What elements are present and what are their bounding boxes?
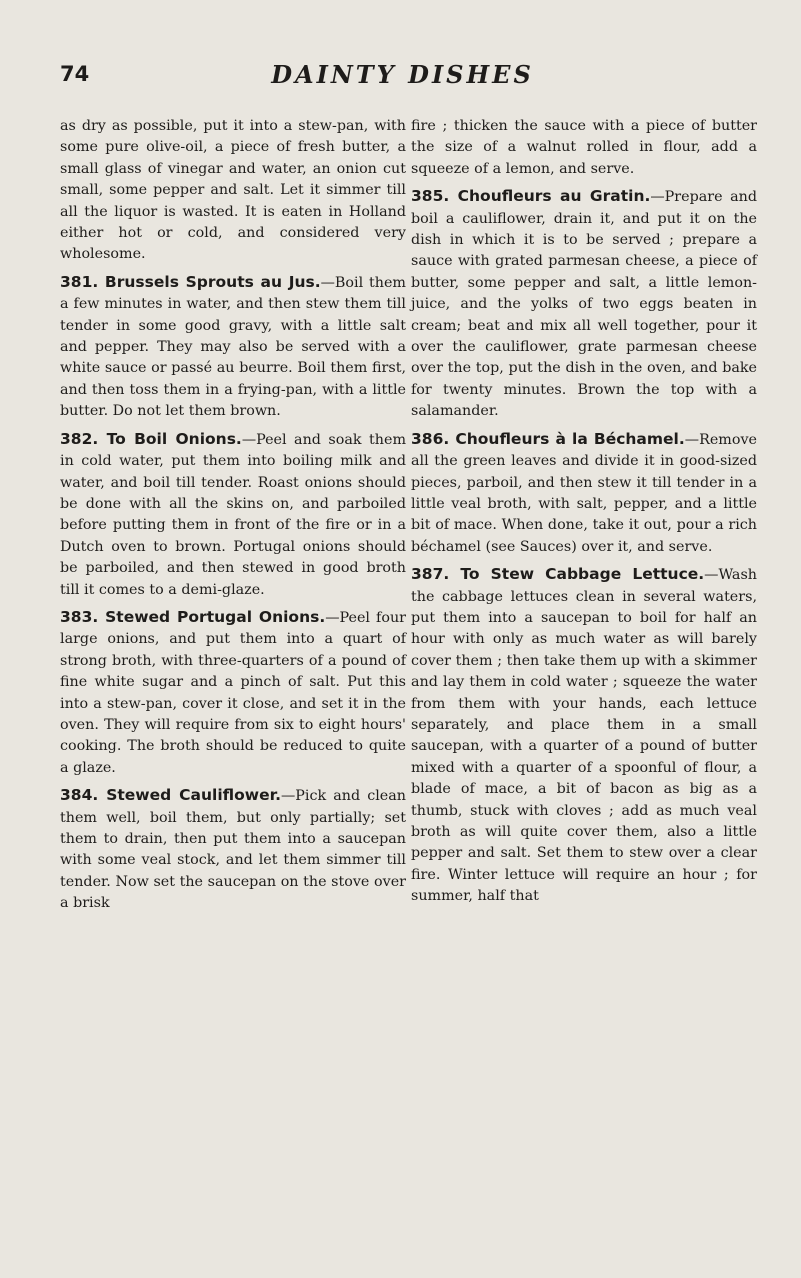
recipe-heading: 383. Stewed Portugal Onions. bbox=[60, 607, 326, 626]
recipe-heading: 381. Brussels Sprouts au Jus. bbox=[60, 272, 321, 291]
recipe-heading: 384. Stewed Cauliflower. bbox=[60, 786, 281, 805]
right-column bbox=[411, 116, 757, 915]
continued-paragraph: as dry as possible, put it into a stew-pan, with some pure olive-oil, a piece of fresh butter, a small glass of vinegar and water, an onion cut small, some pepper and salt. Let it simmer till all the liquor is wasted. It is eaten in Holland either hot or cold, and considered very wholesome. bbox=[60, 118, 406, 263]
recipe-text: —Pick and clean them well, boil them, but only partially; set them to drain, then put them into a saucepan with some veal stock, and let them simmer till tender. Now set the saucepan on the stove over a brisk bbox=[60, 788, 406, 912]
recipe-text: —Wash the cabbage lettuces clean in several waters, put them into a saucepan to boil for half an hour with only as much water as will barely cover them ; then take them up with a skimmer and lay them in cold water ; squeeze the water from them with your hands, each lettuce separately, and place them in a small saucepan, with a quarter of a pound of butter mixed with a quarter of a spoonful of flour, a blade of mace, a bit of bacon as big as a thumb, stuck with cloves ; add as much veal broth as will quite cover them, also a little pepper and salt. Set them to stew over a clear fire. Winter lettuce will require an hour ; for summer, half that bbox=[411, 567, 757, 905]
recipe-385 bbox=[411, 186, 757, 422]
continued-paragraph: fire ; thicken the sauce with a piece of butter the size of a walnut rolled in flour, add a squeeze of a lemon, and serve. bbox=[411, 118, 757, 177]
recipe-384 bbox=[60, 785, 406, 914]
page-header bbox=[60, 52, 745, 92]
page-number: 74 bbox=[60, 62, 90, 86]
recipe-381 bbox=[60, 272, 406, 423]
recipe-heading: 387. To Stew Cabbage Lettuce. bbox=[411, 565, 705, 584]
recipe-text: —Prepare and boil a cauliflower, drain it, and put it on the dish in which it is to be served ; prepare a sauce with grated parmesan cheese, a piece of butter, some pepper and salt, a little lemon-juice, and the yolks of two eggs beaten in cream; beat and mix all well together, pour it over the cauliflower, grate parmesan cheese over the top, put the dish in the oven, and bake for twenty minutes. Brown the top with a salamander. bbox=[411, 189, 757, 420]
recipe-text: —Peel four large onions, and put them into a quart of strong broth, with three-quarters of a pound of fine white sugar and a pinch of salt. Put this into a stew-pan, cover it close, and set it in the oven. They will require from six to eight hours' cooking. The broth should be reduced to quite a glaze. bbox=[60, 609, 406, 776]
recipe-text: —Remove all the green leaves and divide it in good-sized pieces, parboil, and then stew it till tender in a little veal broth, with salt, pepper, and a little bit of mace. When done, take it out, pour a rich béchamel (see Sauces) over it, and serve. bbox=[411, 431, 757, 555]
recipe-text: —Boil them a few minutes in water, and then stew them till tender in some good gravy, with a little salt and pepper. They may also be served with a white sauce or passé au beurre. Boil them first, and then toss them in a frying-pan, with a little butter. Do not let them brown. bbox=[60, 274, 406, 420]
left-column bbox=[60, 116, 406, 915]
recipe-heading: 386. Choufleurs à la Béchamel. bbox=[411, 429, 685, 448]
text-columns bbox=[60, 116, 757, 915]
recipe-382 bbox=[60, 429, 406, 601]
recipe-heading: 385. Choufleurs au Gratin. bbox=[411, 187, 651, 206]
recipe-heading: 382. To Boil Onions. bbox=[60, 429, 242, 448]
recipe-386 bbox=[411, 429, 757, 558]
recipe-text: —Peel and soak them in cold water, put them into boiling milk and water, and boil till tender. Roast onions should be done with all the skins on, and parboiled before putting them in front of the fire or in a Dutch oven to brown. Portugal onions should be parboiled, and then stewed in good broth till it comes to a demi-glaze. bbox=[60, 431, 406, 598]
running-title: DAINTY DISHES bbox=[271, 60, 534, 89]
recipe-383 bbox=[60, 607, 406, 779]
recipe-387 bbox=[411, 564, 757, 908]
